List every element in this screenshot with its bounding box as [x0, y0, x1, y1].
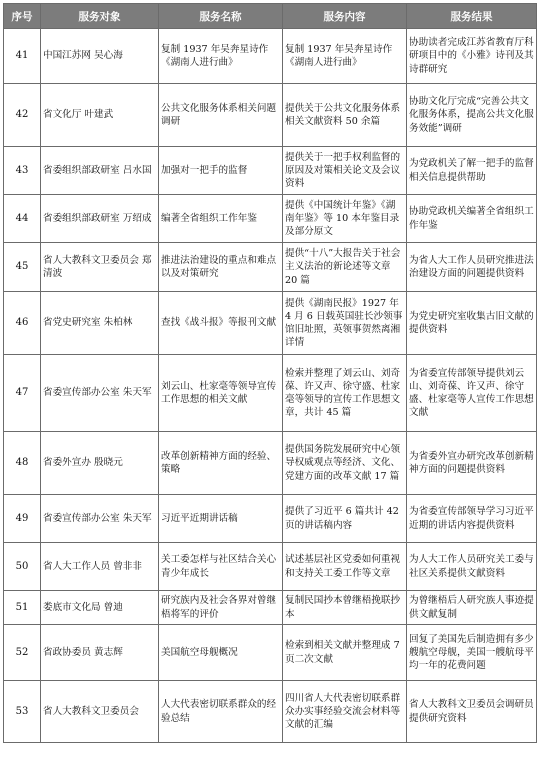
cell-service-result: 协助党政机关编著全省组织工作年鉴 — [407, 195, 537, 243]
cell-service-target: 省党史研究室 朱柏林 — [41, 292, 159, 355]
cell-service-target: 省人大工作人员 曾非非 — [41, 543, 159, 591]
table-header-row — [4, 4, 537, 29]
cell-number: 53 — [4, 681, 41, 743]
cell-service-content: 提供国务院发展研究中心领导权威观点等经济、文化、党建方面的改革文献 17 篇 — [283, 432, 407, 495]
service-record-table — [3, 3, 537, 743]
cell-service-target: 省人大教科文卫委员会 郑清波 — [41, 243, 159, 292]
cell-service-result: 为省人大工作人员研究推进法治建设方面的问题提供资料 — [407, 243, 537, 292]
cell-number: 51 — [4, 591, 41, 625]
cell-service-result: 协助读者完成江苏省教育厅科研项目中的《小雅》诗刊及其诗群研究 — [407, 29, 537, 84]
cell-service-name: 加强对一把手的监督 — [159, 147, 283, 195]
header-service-result: 服务结果 — [407, 4, 537, 29]
cell-number: 44 — [4, 195, 41, 243]
header-service-name: 服务名称 — [159, 4, 283, 29]
cell-number: 41 — [4, 29, 41, 84]
table-row — [4, 147, 537, 195]
cell-service-target: 省委宣传部办公室 朱天军 — [41, 355, 159, 432]
cell-service-target: 省委外宣办 殷晓元 — [41, 432, 159, 495]
cell-service-content: 提供《中国统计年鉴》《湖南年鉴》等 10 本年鉴目录及部分原文 — [283, 195, 407, 243]
table-row — [4, 29, 537, 84]
table-row — [4, 84, 537, 147]
cell-service-result: 为党史研究室收集古旧文献的提供资料 — [407, 292, 537, 355]
cell-service-target: 省文化厅 叶建武 — [41, 84, 159, 147]
service-record-table-wrapper — [3, 3, 536, 743]
cell-service-content: 提供关于公共文化服务体系相关文献资料 50 余篇 — [283, 84, 407, 147]
cell-number: 42 — [4, 84, 41, 147]
table-row — [4, 681, 537, 743]
cell-number: 45 — [4, 243, 41, 292]
cell-service-name: 改革创新精神方面的经验、策略 — [159, 432, 283, 495]
cell-service-result: 省人大教科文卫委员会调研员提供研究资料 — [407, 681, 537, 743]
cell-service-result: 回复了美国先后制造拥有多少艘航空母舰，美国一艘航母平均一年的花费问题 — [407, 625, 537, 681]
cell-service-content: 试述基层社区党委如何重视和支持关工委工作等文章 — [283, 543, 407, 591]
cell-service-target: 娄底市文化局 曾迪 — [41, 591, 159, 625]
cell-service-target: 省委宣传部办公室 朱天军 — [41, 495, 159, 543]
cell-service-result: 为省委宣传部领导学习习近平近期的讲话内容提供资料 — [407, 495, 537, 543]
cell-service-name: 查找《战斗报》等报刊文献 — [159, 292, 283, 355]
cell-service-content: 复制 1937 年吴奔星诗作《湖南人进行曲》 — [283, 29, 407, 84]
cell-number: 52 — [4, 625, 41, 681]
header-service-target: 服务对象 — [41, 4, 159, 29]
header-service-content: 服务内容 — [283, 4, 407, 29]
cell-service-name: 美国航空母舰概况 — [159, 625, 283, 681]
cell-service-name: 刘云山、杜家毫等领导宣传工作思想的相关文献 — [159, 355, 283, 432]
table-row — [4, 292, 537, 355]
cell-service-name: 人大代表密切联系群众的经验总结 — [159, 681, 283, 743]
cell-service-name: 研究族内及社会各界对曾继梧将军的评价 — [159, 591, 283, 625]
cell-number: 43 — [4, 147, 41, 195]
cell-service-name: 习近平近期讲话稿 — [159, 495, 283, 543]
cell-service-content: 检索到相关文献并整理成 7 页二次文献 — [283, 625, 407, 681]
cell-number: 49 — [4, 495, 41, 543]
cell-service-name: 编著全省组织工作年鉴 — [159, 195, 283, 243]
cell-service-result: 为党政机关了解一把手的监督相关信息提供帮助 — [407, 147, 537, 195]
table-row — [4, 543, 537, 591]
cell-service-target: 省委组织部政研室 吕水国 — [41, 147, 159, 195]
cell-number: 47 — [4, 355, 41, 432]
table-row — [4, 243, 537, 292]
header-number: 序号 — [4, 4, 41, 29]
cell-service-result: 为省委宣传部领导提供刘云山、刘奇葆、许又声、徐守盛、杜家毫等人宣传工作思想文献 — [407, 355, 537, 432]
cell-service-content: 提供《湖南民报》1927 年 4 月 6 日载英国驻长沙领事馆旧址照，英领事贺然离湘详情 — [283, 292, 407, 355]
cell-service-content: 四川省人大代表密切联系群众办实事经验交流会材料等文献的汇编 — [283, 681, 407, 743]
cell-service-result: 协助文化厅完成“完善公共文化服务体系，提高公共文化服务效能”调研 — [407, 84, 537, 147]
cell-service-target: 省人大教科文卫委员会 — [41, 681, 159, 743]
cell-service-result: 为曾继梧后人研究族人事迹提供文献复制 — [407, 591, 537, 625]
cell-service-target: 省政协委员 黄志辉 — [41, 625, 159, 681]
cell-service-result: 为人大工作人员研究关工委与社区关系提供文献资料 — [407, 543, 537, 591]
cell-service-content: 提供关于一把手权利监督的原因及对策相关论文及会议资料 — [283, 147, 407, 195]
table-row — [4, 432, 537, 495]
cell-service-name: 公共文化服务体系相关问题调研 — [159, 84, 283, 147]
cell-number: 50 — [4, 543, 41, 591]
table-row — [4, 195, 537, 243]
cell-service-target: 中国江苏网 吴心海 — [41, 29, 159, 84]
cell-service-target: 省委组织部政研室 万绍成 — [41, 195, 159, 243]
cell-service-content: 检索并整理了刘云山、刘奇葆、许又声、徐守盛、杜家毫等领导的宣传工作思想文章，共计 45 篇 — [283, 355, 407, 432]
table-row — [4, 355, 537, 432]
cell-service-content: 提供“十八”大报告关于社会主义法治的新论述等文章 20 篇 — [283, 243, 407, 292]
cell-service-name: 推进法治建设的重点和难点以及对策研究 — [159, 243, 283, 292]
cell-service-content: 提供了习近平 6 篇共计 42 页的讲话稿内容 — [283, 495, 407, 543]
cell-number: 48 — [4, 432, 41, 495]
cell-service-name: 关工委怎样与社区结合关心青少年成长 — [159, 543, 283, 591]
cell-service-result: 为省委外宣办研究改革创新精神方面的问题提供资料 — [407, 432, 537, 495]
table-row — [4, 625, 537, 681]
table-row — [4, 591, 537, 625]
table-row — [4, 495, 537, 543]
cell-service-name: 复制 1937 年吴奔星诗作《湖南人进行曲》 — [159, 29, 283, 84]
cell-service-content: 复制民国抄本曾继梧挽联抄本 — [283, 591, 407, 625]
cell-number: 46 — [4, 292, 41, 355]
